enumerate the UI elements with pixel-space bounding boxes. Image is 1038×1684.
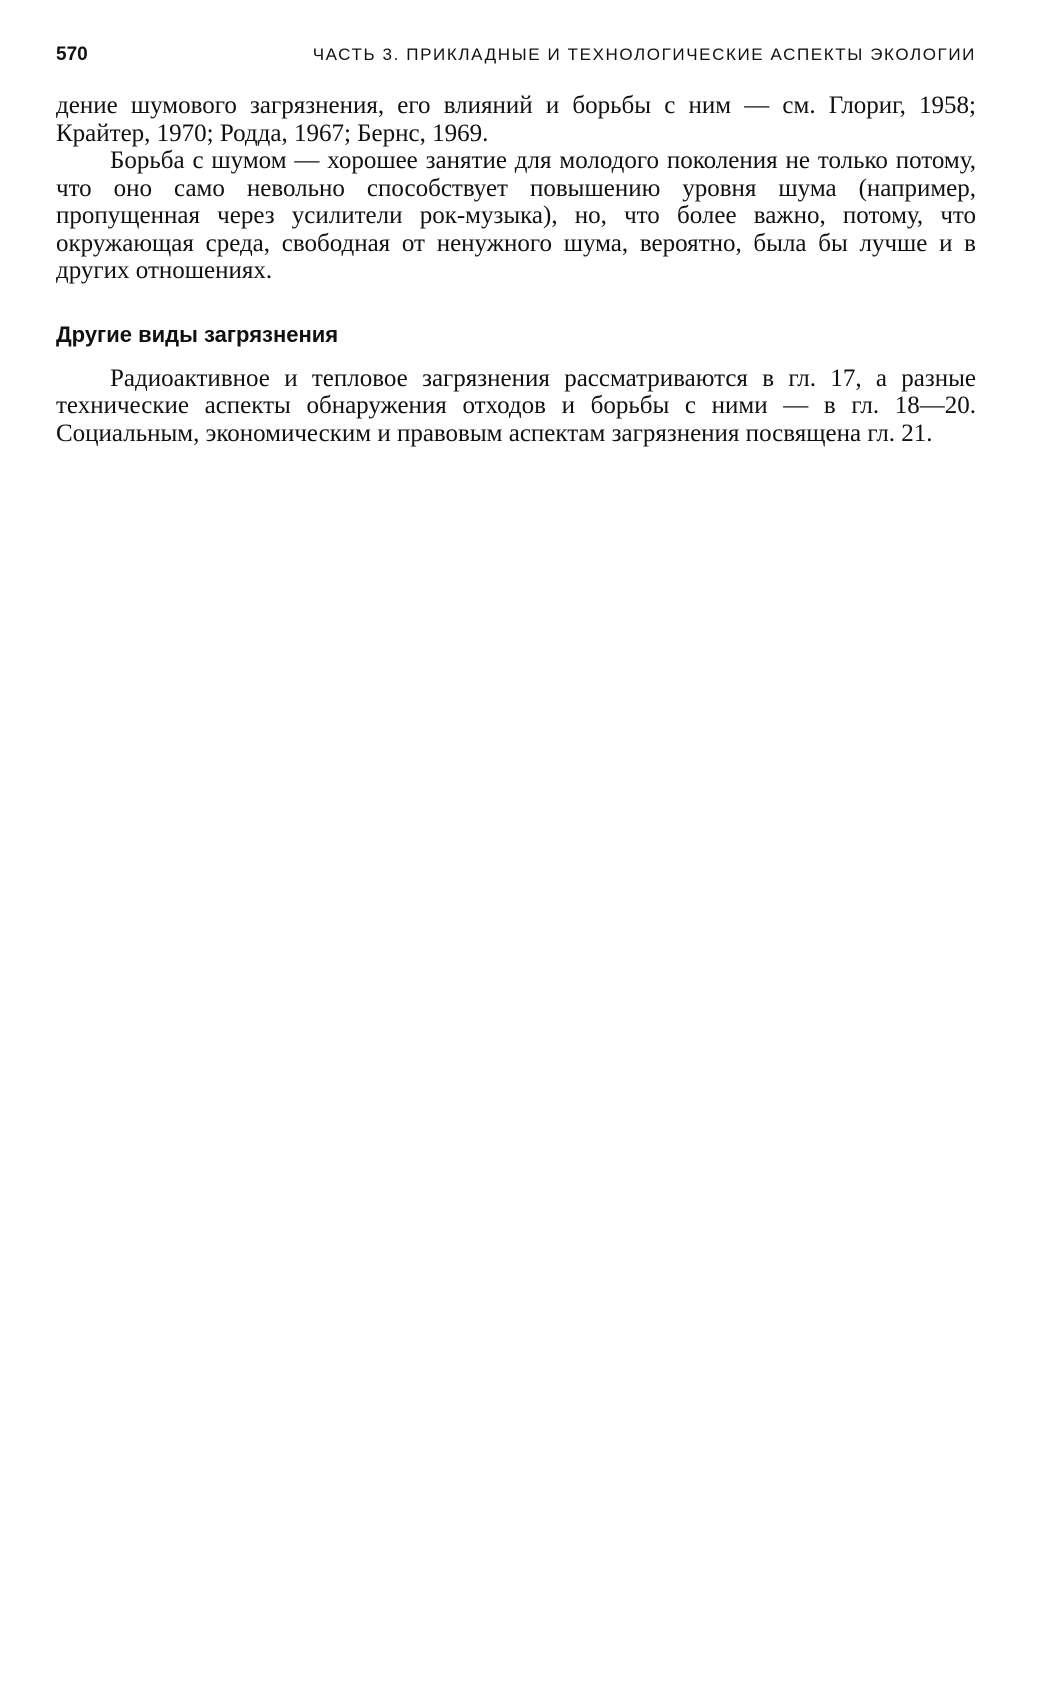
paragraph-continued: дение шумового загрязнения, его влияний и борьбы с ним — см. Глориг, 1958; Крайтер, 1970; Родда, 1967; Бернс, 1969. (56, 92, 976, 147)
running-header (56, 44, 976, 78)
book-page (56, 44, 976, 447)
body-text (56, 92, 976, 447)
paragraph-other-pollution: Радиоактивное и тепловое загрязнения рассматриваются в гл. 17, а разные технические аспекты обнаружения отходов и борьбы с ними — в гл. 18—20. Социальным, экономическим и правовым аспектам загрязнения посвящена гл. 21. (56, 364, 976, 447)
page-number: 570 (56, 44, 88, 65)
section-heading: Другие виды загрязнения (56, 321, 339, 347)
running-title: ЧАСТЬ 3. ПРИКЛАДНЫЕ И ТЕХНОЛОГИЧЕСКИЕ АСПЕКТЫ ЭКОЛОГИИ (312, 45, 976, 64)
paragraph-noise-control: Борьба с шумом — хорошее занятие для молодого поколения не только потому, что оно само невольно способствует повышению уровня шума (например, пропущенная через усилители рок-музыка), но, что более важно, потому, что окружающая среда, свободная от ненужного шума, вероятно, была бы лучше и в других отношениях. (56, 147, 976, 284)
